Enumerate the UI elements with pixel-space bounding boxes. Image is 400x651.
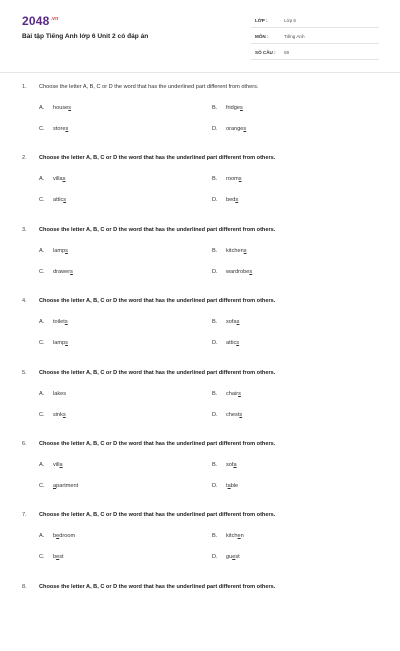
word-part: partment <box>56 482 79 489</box>
option-letter: B. <box>212 461 218 468</box>
meta-label: LỚP : <box>255 18 268 23</box>
option-word <box>226 391 241 397</box>
option-letter: C. <box>39 268 45 275</box>
option-word <box>53 197 66 203</box>
word-part: kitch <box>226 533 238 540</box>
underlined-part: e <box>232 554 236 561</box>
option-word <box>226 554 240 560</box>
answer-option-a[interactable] <box>39 176 65 182</box>
answer-option-b[interactable] <box>212 176 242 182</box>
word-part: vill <box>53 461 60 468</box>
underlined-part: s <box>68 105 72 111</box>
meta-value: Lớp 6 <box>284 18 296 23</box>
question-text: Choose the letter A, B, C or D the word that has the underlined part different from others. <box>39 512 276 519</box>
option-word <box>53 269 73 275</box>
meta-info <box>251 14 379 60</box>
word-part: sink <box>53 411 63 418</box>
answer-option-d[interactable] <box>212 269 252 275</box>
answer-option-d[interactable] <box>212 126 246 132</box>
word-part: lakes <box>53 390 67 397</box>
word-part: chair <box>226 390 239 397</box>
question-text: Choose the letter A, B, C or D the word that has the underlined part different from others. <box>39 369 276 376</box>
option-letter: C. <box>39 126 45 132</box>
question-text: Choose the letter A, B, C or D the word that has the underlined part different from others. <box>39 84 259 90</box>
underlined-part: s <box>236 340 240 347</box>
word-part: t <box>226 482 228 489</box>
answer-option-d[interactable] <box>212 483 238 489</box>
option-letter: B. <box>212 105 218 111</box>
answer-option-c[interactable] <box>39 126 68 132</box>
question-number: 4. <box>22 298 27 305</box>
option-word <box>226 412 242 418</box>
underlined-part: s <box>70 268 73 275</box>
answer-option-c[interactable] <box>39 269 73 275</box>
site-logo[interactable] <box>22 14 58 28</box>
question-item <box>0 151 400 222</box>
page-title: Bài tập Tiếng Anh lớp 6 Unit 2 có đáp án <box>22 33 149 40</box>
answer-option-a[interactable] <box>39 248 68 254</box>
option-letter: A. <box>39 390 45 397</box>
word-part: attic <box>53 197 64 204</box>
word-part: st <box>235 554 240 561</box>
word-part: gu <box>226 554 233 561</box>
answer-option-d[interactable] <box>212 412 242 418</box>
option-word <box>226 248 247 254</box>
meta-value: 59 <box>284 50 290 55</box>
header-divider <box>0 72 400 73</box>
option-word <box>53 176 65 182</box>
meta-row-count <box>251 46 379 60</box>
word-part: villa <box>53 176 63 183</box>
option-word <box>226 105 243 111</box>
option-letter: A. <box>39 319 45 326</box>
answer-option-c[interactable] <box>39 340 68 346</box>
word-part: toilet <box>53 319 65 326</box>
word-part: lamp <box>53 247 66 254</box>
option-word <box>226 483 238 489</box>
question-item <box>0 80 400 151</box>
option-letter: C. <box>39 197 45 204</box>
option-letter: A. <box>39 533 45 540</box>
word-part: bed <box>226 197 236 204</box>
answer-option-d[interactable] <box>212 197 238 203</box>
word-part: orange <box>226 126 244 132</box>
answer-option-d[interactable] <box>212 554 240 560</box>
answer-option-b[interactable] <box>212 319 239 325</box>
option-word <box>53 105 71 111</box>
underlined-part: s <box>236 319 240 326</box>
answer-option-c[interactable] <box>39 197 66 203</box>
underlined-part: a <box>59 461 63 468</box>
underlined-part: s <box>65 126 69 132</box>
meta-label: MÔN : <box>255 34 269 39</box>
word-part: sof <box>226 461 234 468</box>
answer-option-b[interactable] <box>212 248 247 254</box>
option-word <box>53 340 68 346</box>
question-number: 5. <box>22 369 27 376</box>
option-letter: A. <box>39 105 45 111</box>
option-word <box>226 462 237 468</box>
question-number: 3. <box>22 226 27 233</box>
option-word <box>226 197 238 203</box>
option-word <box>226 340 239 346</box>
option-letter: B. <box>212 176 218 183</box>
question-text: Choose the letter A, B, C or D the word that has the underlined part different from others. <box>39 583 276 590</box>
answer-option-b[interactable] <box>212 533 244 539</box>
underlined-part: s <box>65 340 68 347</box>
option-letter: D. <box>212 482 218 489</box>
underlined-part: s <box>62 176 66 183</box>
question-text: Choose the letter A, B, C or D the word that has the underlined part different from others. <box>39 298 276 305</box>
answer-option-c[interactable] <box>39 412 66 418</box>
option-word <box>226 176 242 182</box>
underlined-part: s <box>238 390 241 397</box>
underlined-part: s <box>240 105 243 111</box>
option-word <box>226 269 252 275</box>
option-word <box>53 391 66 397</box>
question-item <box>0 223 400 294</box>
underlined-part: s <box>235 197 239 204</box>
option-word <box>53 554 64 560</box>
logo-text: 2048 <box>22 14 50 28</box>
option-word <box>226 319 239 325</box>
option-letter: A. <box>39 176 45 183</box>
option-word <box>53 248 68 254</box>
question-number: 1. <box>22 84 27 90</box>
underlined-part: s <box>243 247 247 254</box>
option-letter: D. <box>212 126 218 132</box>
question-item <box>0 437 400 508</box>
word-part: b <box>53 533 57 540</box>
option-letter: D. <box>212 268 218 275</box>
option-letter: A. <box>39 461 45 468</box>
underlined-part: s <box>63 197 67 204</box>
option-letter: D. <box>212 411 218 418</box>
answer-option-a[interactable] <box>39 462 63 468</box>
question-item <box>0 366 400 437</box>
option-letter: B. <box>212 390 218 397</box>
meta-value: Tiếng Anh <box>284 34 305 39</box>
word-part: attic <box>226 340 237 347</box>
page-header <box>0 0 400 72</box>
word-part: wardrobe <box>226 268 250 275</box>
meta-row-subject <box>251 30 379 44</box>
word-part: kitchen <box>226 247 244 254</box>
option-word <box>226 126 246 132</box>
option-word <box>53 533 75 539</box>
option-letter: B. <box>212 533 218 540</box>
underlined-part: e <box>56 554 60 561</box>
option-letter: B. <box>212 247 218 254</box>
word-part: fridge <box>226 105 240 111</box>
option-letter: A. <box>39 247 45 254</box>
question-item <box>0 508 400 579</box>
underlined-part: a <box>233 461 237 468</box>
option-letter: D. <box>212 554 218 561</box>
underlined-part: a <box>227 482 231 489</box>
answer-option-b[interactable] <box>212 105 243 111</box>
answer-option-b[interactable] <box>212 462 237 468</box>
answer-option-a[interactable] <box>39 105 71 111</box>
option-letter: C. <box>39 340 45 347</box>
word-part: drawer <box>53 268 71 275</box>
underlined-part: s <box>239 411 243 418</box>
option-word <box>226 533 244 539</box>
option-letter: C. <box>39 554 45 561</box>
word-part: ble <box>230 482 239 489</box>
question-text: Choose the letter A, B, C or D the word that has the underlined part different from others. <box>39 440 276 447</box>
option-word <box>53 319 68 325</box>
logo-suffix: .vn <box>50 16 59 22</box>
underlined-part: s <box>64 319 68 326</box>
underlined-part: s <box>65 247 68 254</box>
word-part: b <box>53 554 57 561</box>
option-word <box>53 126 68 132</box>
meta-row-grade <box>251 14 379 28</box>
answer-option-a[interactable] <box>39 391 66 397</box>
meta-label: SỐ CÂU : <box>255 50 276 55</box>
option-letter: C. <box>39 411 45 418</box>
answer-option-c[interactable] <box>39 483 78 489</box>
word-part: lamp <box>53 340 66 347</box>
word-part: store <box>53 126 66 132</box>
answer-option-d[interactable] <box>212 340 239 346</box>
question-number: 6. <box>22 440 27 447</box>
question-item <box>0 580 400 651</box>
option-letter: C. <box>39 482 45 489</box>
question-number: 7. <box>22 512 27 519</box>
underlined-part: s <box>62 411 66 418</box>
underlined-part: s <box>238 176 242 183</box>
word-part: sofa <box>226 319 237 326</box>
option-word <box>53 412 66 418</box>
word-part: house <box>53 105 69 111</box>
option-letter: D. <box>212 340 218 347</box>
answer-option-c[interactable] <box>39 554 64 560</box>
question-list <box>0 80 400 651</box>
word-part: room <box>226 176 239 183</box>
underlined-part: e <box>237 533 241 540</box>
question-item <box>0 294 400 365</box>
option-letter: B. <box>212 319 218 326</box>
word-part: chest <box>226 411 240 418</box>
word-part: n <box>240 533 244 540</box>
question-number: 2. <box>22 155 27 162</box>
answer-option-a[interactable] <box>39 319 68 325</box>
option-letter: D. <box>212 197 218 204</box>
question-text: Choose the letter A, B, C or D the word that has the underlined part different from others. <box>39 155 276 162</box>
option-word <box>53 483 78 489</box>
question-text: Choose the letter A, B, C or D the word that has the underlined part different from others. <box>39 226 276 233</box>
word-part: st <box>59 554 64 561</box>
underlined-part: s <box>243 126 247 132</box>
answer-option-b[interactable] <box>212 391 241 397</box>
underlined-part: s <box>249 268 253 275</box>
underlined-part: e <box>56 533 60 540</box>
option-word <box>53 462 63 468</box>
question-number: 8. <box>22 583 27 590</box>
underlined-part: a <box>53 482 57 489</box>
answer-option-a[interactable] <box>39 533 75 539</box>
word-part: droom <box>59 533 76 540</box>
